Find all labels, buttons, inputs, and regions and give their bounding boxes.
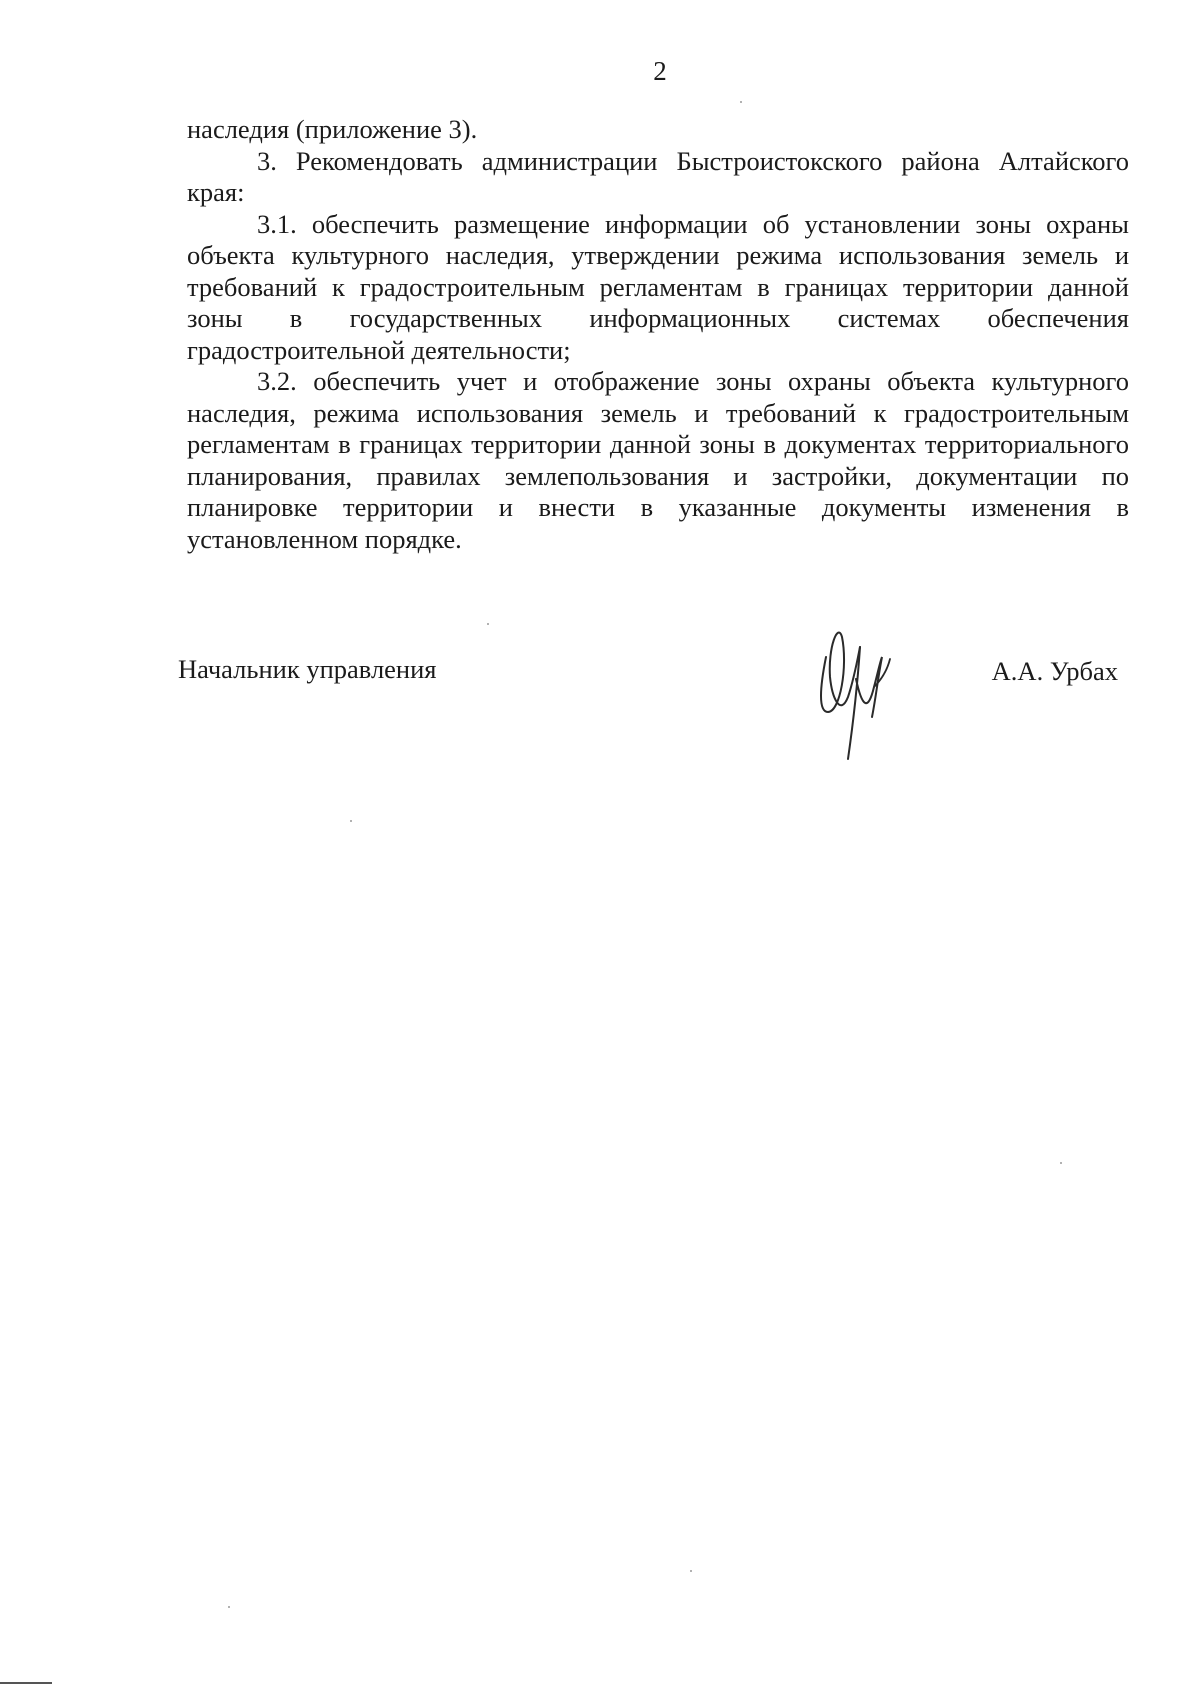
scan-speck — [487, 623, 489, 625]
handwritten-signature — [798, 617, 918, 767]
paragraph-continuation: наследия (приложение 3). — [187, 114, 478, 144]
paragraph-item-3-2: 3.2. обеспечить учет и отображение зоны охраны объекта культурного наследия, режима использования земель и требований к градостроительным регламентам в границах территории данной зоны в документах территориального планирования, правилах землепользования и застройки, документации по планировке территории и внести в указанные документы изменения в установленном порядке. — [187, 366, 1129, 554]
scan-speck — [690, 1570, 692, 1572]
scan-speck — [350, 820, 352, 822]
signature-block — [178, 652, 1118, 772]
scan-speck — [228, 1606, 230, 1608]
scan-speck — [740, 101, 742, 103]
scan-speck — [1060, 1162, 1062, 1164]
page-number: 2 — [653, 56, 667, 86]
paragraph-item-3-1: 3.1. обеспечить размещение информации об установлении зоны охраны объекта культурного наследия, утверждении режима использования земель и требований к градостроительным регламентам в границах территории данной зоны в государственных информационных системах обеспечения градостроительной деятельности; — [187, 208, 1129, 365]
document-body — [187, 114, 1129, 555]
signatory-position: Начальник управления — [178, 654, 437, 684]
scan-edge-mark — [0, 1682, 52, 1684]
paragraph-item-3: 3. Рекомендовать администрации Быстроистокского района Алтайского края: — [187, 145, 1129, 207]
signatory-name: А.А. Урбах — [991, 656, 1118, 686]
